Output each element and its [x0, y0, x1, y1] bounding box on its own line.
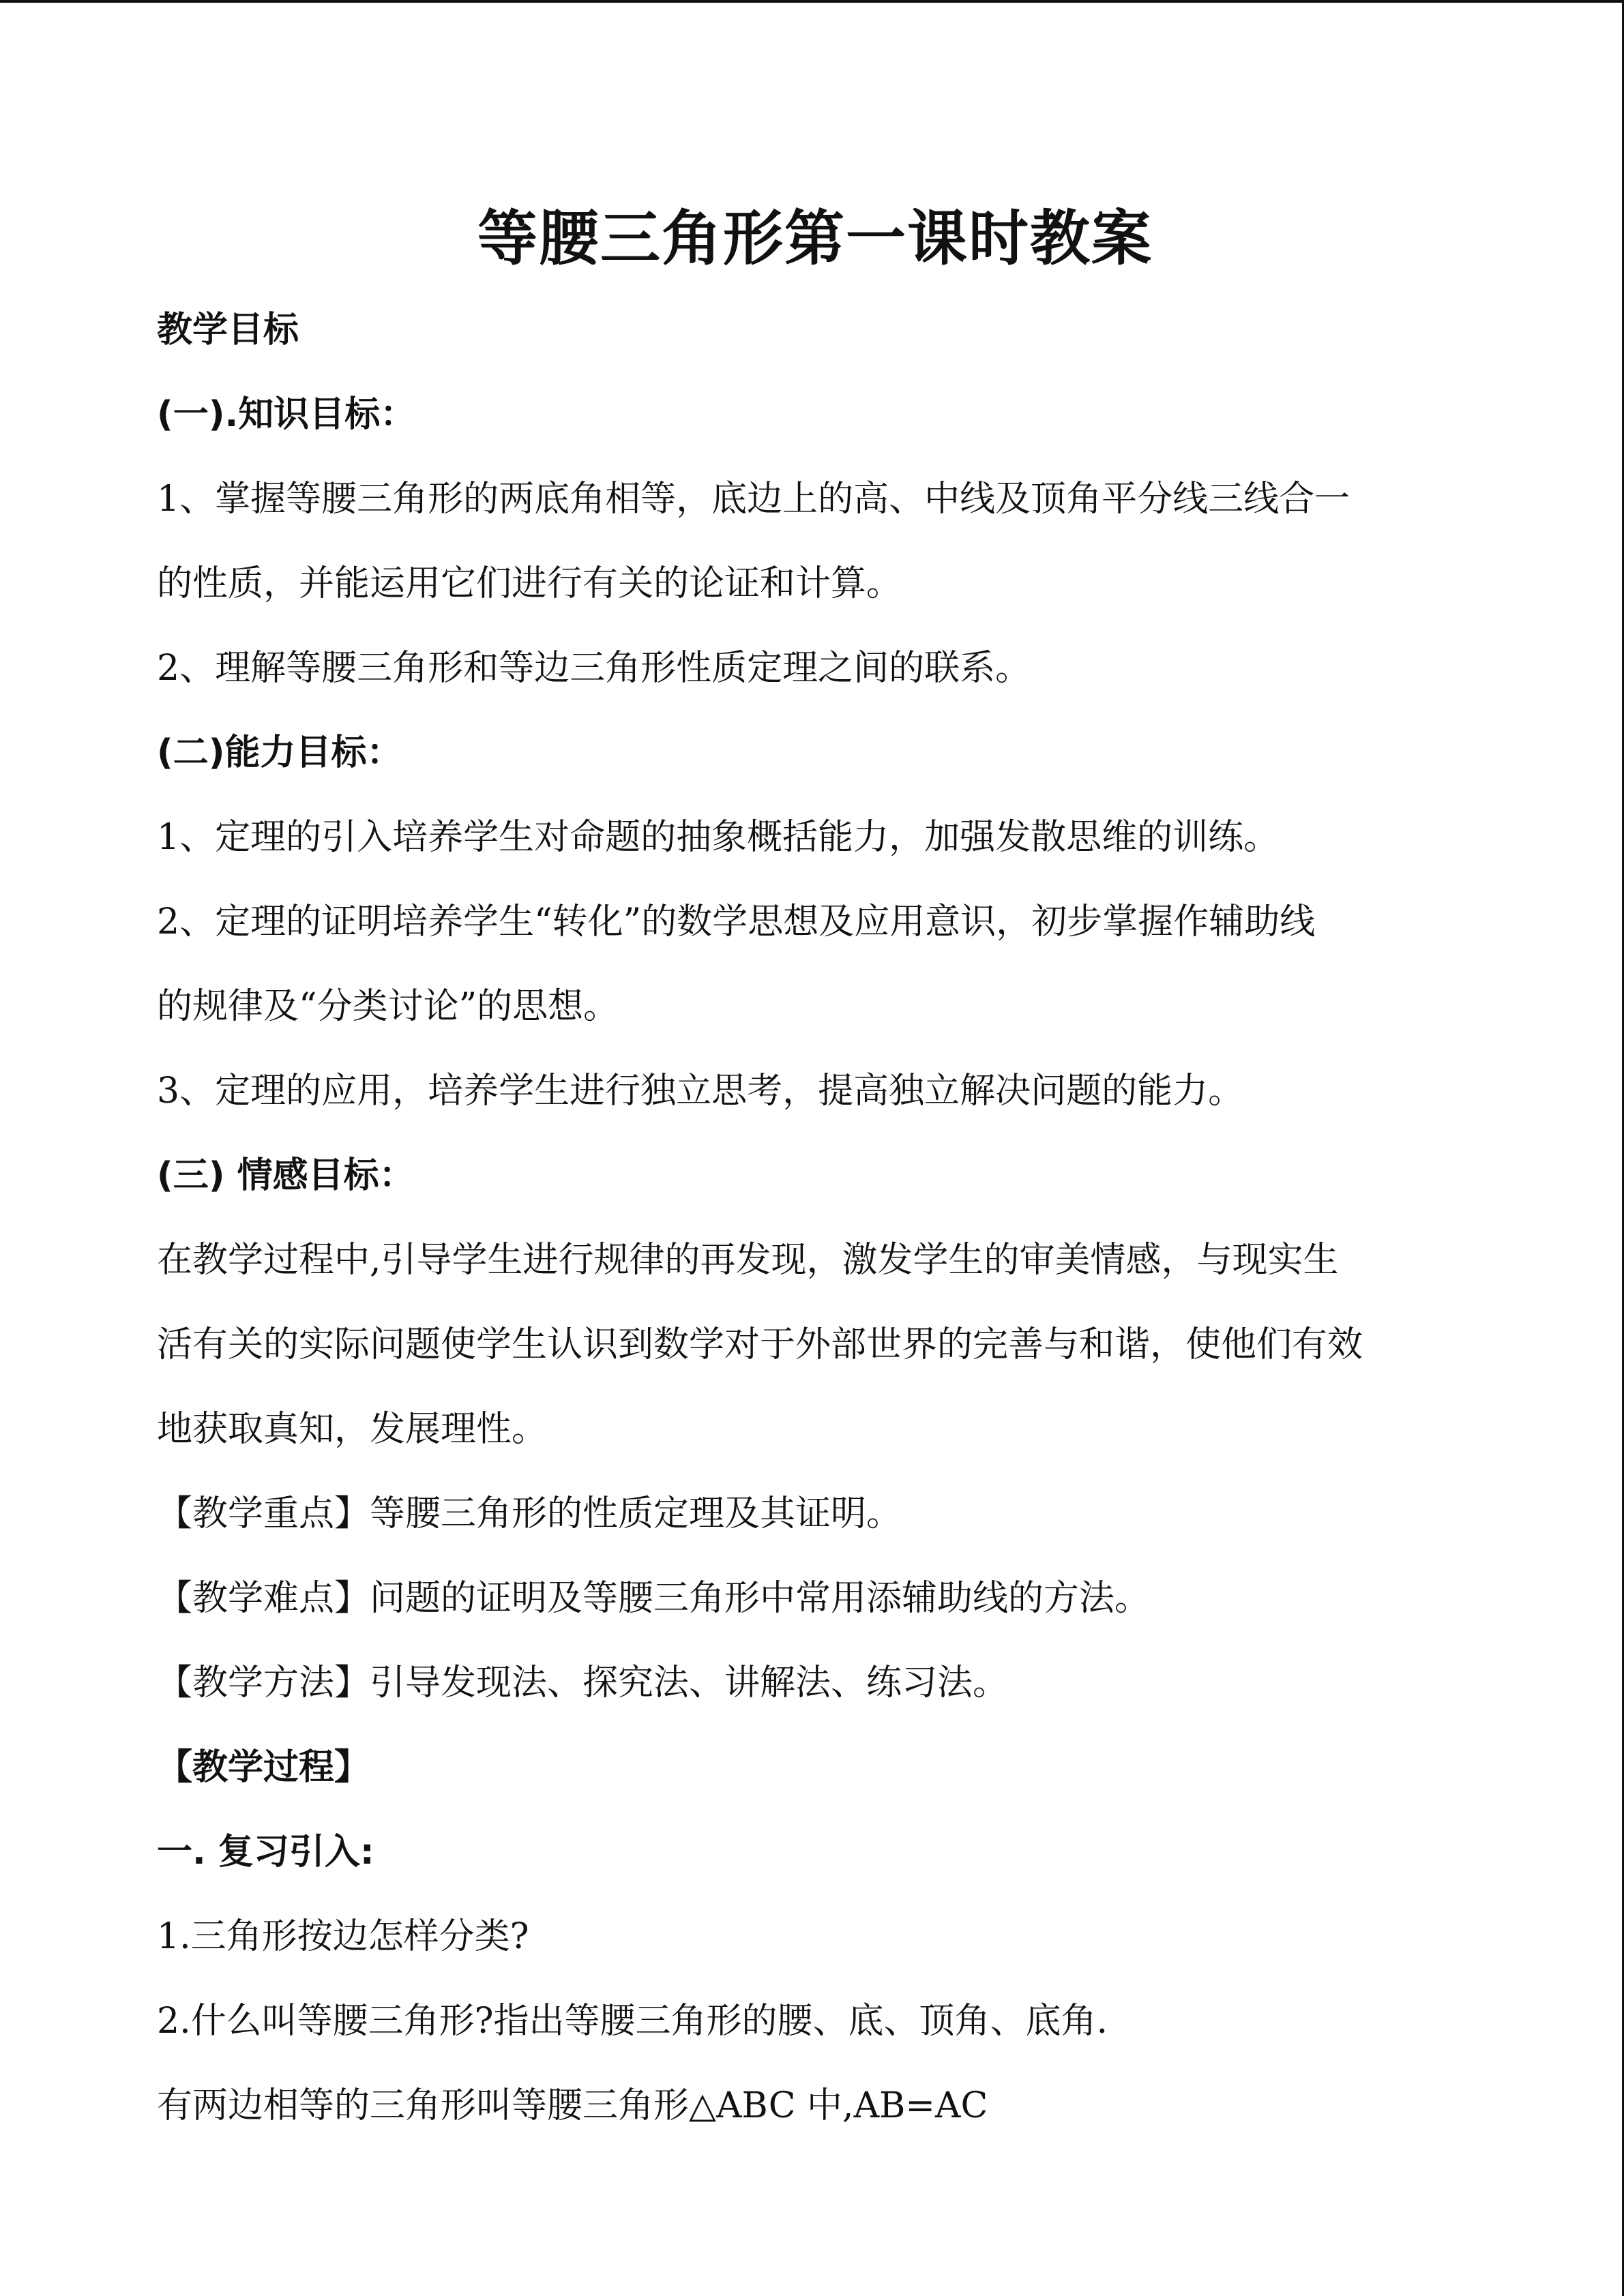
- ability-item-1: 1、定理的引入培养学生对命题的抽象概括能力，加强发散思维的训练。: [157, 817, 1280, 858]
- review-heading: 一. 复习引入:: [157, 1832, 374, 1873]
- key-point: 【教学重点】等腰三角形的性质定理及其证明。: [157, 1493, 902, 1534]
- process-heading: 【教学过程】: [157, 1747, 370, 1788]
- review-question-1: 1.三角形按边怎样分类?: [157, 1916, 529, 1957]
- review-answer: 有两边相等的三角形叫等腰三角形△ABC 中,AB=AC: [157, 2085, 988, 2126]
- emotion-line-1: 在教学过程中,引导学生进行规律的再发现，激发学生的审美情感，与现实生: [157, 1240, 1339, 1281]
- objectives-heading: 教学目标: [157, 310, 299, 351]
- emotion-line-3: 地获取真知，发展理性。: [157, 1409, 548, 1450]
- knowledge-heading: (一).知识目标：: [157, 394, 416, 435]
- difficulty: 【教学难点】问题的证明及等腰三角形中常用添辅助线的方法。: [157, 1578, 1151, 1619]
- teaching-method: 【教学方法】引导发现法、探究法、讲解法、练习法。: [157, 1663, 1009, 1703]
- top-border: [0, 0, 1624, 3]
- ability-item-2-line-1: 2、定理的证明培养学生“转化”的数学思想及应用意识，初步掌握作辅助线: [157, 901, 1316, 942]
- ability-heading: (二)能力目标：: [157, 732, 402, 773]
- knowledge-item-2: 2、理解等腰三角形和等边三角形性质定理之间的联系。: [157, 648, 1031, 689]
- emotion-line-2: 活有关的实际问题使学生认识到数学对于外部世界的完善与和谐，使他们有效: [157, 1324, 1363, 1365]
- document-page: [157, 191, 1473, 2148]
- knowledge-item-1-line-1: 1、掌握等腰三角形的两底角相等，底边上的高、中线及顶角平分线三线合一: [157, 479, 1350, 520]
- knowledge-item-1-line-2: 的性质，并能运用它们进行有关的论证和计算。: [157, 563, 902, 604]
- emotion-heading: (三) 情感目标：: [157, 1155, 415, 1196]
- ability-item-2-line-2: 的规律及“分类讨论”的思想。: [157, 986, 619, 1027]
- document-title: 等腰三角形第一课时教案: [477, 203, 1153, 273]
- review-question-2: 2.什么叫等腰三角形?指出等腰三角形的腰、底、顶角、底角.: [157, 2001, 1108, 2042]
- ability-item-3: 3、定理的应用，培养学生进行独立思考，提高独立解决问题的能力。: [157, 1071, 1244, 1112]
